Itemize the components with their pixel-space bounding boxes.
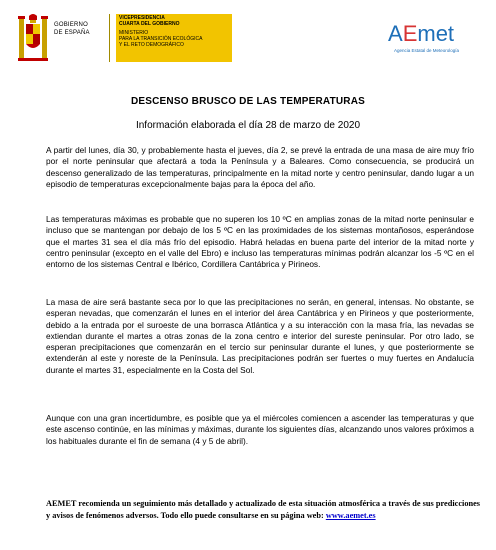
aemet-wordmark: AEmet — [388, 21, 455, 46]
document-header — [0, 0, 496, 80]
government-logo — [18, 12, 234, 68]
aemet-website-link[interactable]: www.aemet.es — [325, 510, 376, 520]
paragraph: Las temperaturas máximas es probable que no superen los 10 ºC en amplias zonas de la mitad norte peninsular e incluso que se mantengan por debajo de los 5 ºC en las proximidades de los sistemas montañosos, esperándose que el martes 31 sea el día más frío del episodio. Habrá heladas en buena parte del interior de la mitad norte y centro peninsular (excepto en el valle del Ebro) e incluso las temperaturas mínimas podrán alcanzar los -5 ºC en el entorno de los sistemas Central e Ibérico, Cordillera Cantábrica y Pirineos. — [46, 214, 474, 270]
paragraph: La masa de aire será bastante seca por lo que las precipitaciones no serán, en general, intensas. No obstante, se esperan nevadas, que comenzarán el lunes en el interior del área Cantábrica y en Pirineos y que posteriormente, debido a la entrada por el suroeste de una borrasca Atlántica y a su interacción con la masa fría, las nevadas se extiendan durante el martes a otras zonas de la zona centro e interior del sureste peninsular. Por otro lado, se esperan precipitaciones que comenzarán en el tercio sur peninsular durante el lunes, y que posteriormente se extenderán al este y noreste de la Península. Las precipitaciones podrán ser fuertes o muy fuertes en Andalucía durante el martes 31, especialmente en la Costa del Sol. — [46, 297, 474, 375]
gobierno-de-espana-label: GOBIERNO DE ESPAÑA — [54, 22, 90, 36]
logo-divider — [109, 14, 110, 62]
document-subtitle: Información elaborada el día 28 de marzo de 2020 — [135, 120, 361, 131]
footer-text: AEMET recomienda un seguimiento más detallado y actualizado de esta situación atmosférica a través de sus predicciones y avisos de fenómenos adversos. Todo ello puede consultarse en su página web: — [46, 499, 480, 520]
coat-of-arms-icon — [18, 12, 48, 64]
paragraph: Aunque con una gran incertidumbre, es posible que ya el miércoles comiencen a ascender las temperaturas y que este ascenso continúe, en las mínimas y máximas, durante los siguientes días, alcanzando unos valores próximos a los habituales durante el fin de semana (4 y 5 de abril). — [46, 413, 474, 446]
aemet-subtitle: Agencia Estatal de Meteorología — [394, 48, 460, 53]
footer-note — [46, 498, 480, 521]
document-title: DESCENSO BRUSCO DE LAS TEMPERATURAS — [130, 96, 366, 107]
ministry-label: VICEPRESIDENCIA CUARTA DEL GOBIERNO MINISTERIO PARA LA TRANSICIÓN ECOLÓGICA Y EL RETO DEMOGRÁFICO — [116, 14, 232, 62]
aemet-logo — [388, 22, 470, 68]
paragraph: A partir del lunes, día 30, y probablemente hasta el jueves, día 2, se prevé la entrada de una masa de aire muy frío por el norte peninsular que afectará a toda la Península y a Baleares. Como consecuencia, se producirá un descenso generalizado de las temperaturas, principalmente en la mitad norte y centro peninsular, dando lugar a un episodio de temperaturas excepcionalmente bajas para la época del año. — [46, 145, 474, 189]
